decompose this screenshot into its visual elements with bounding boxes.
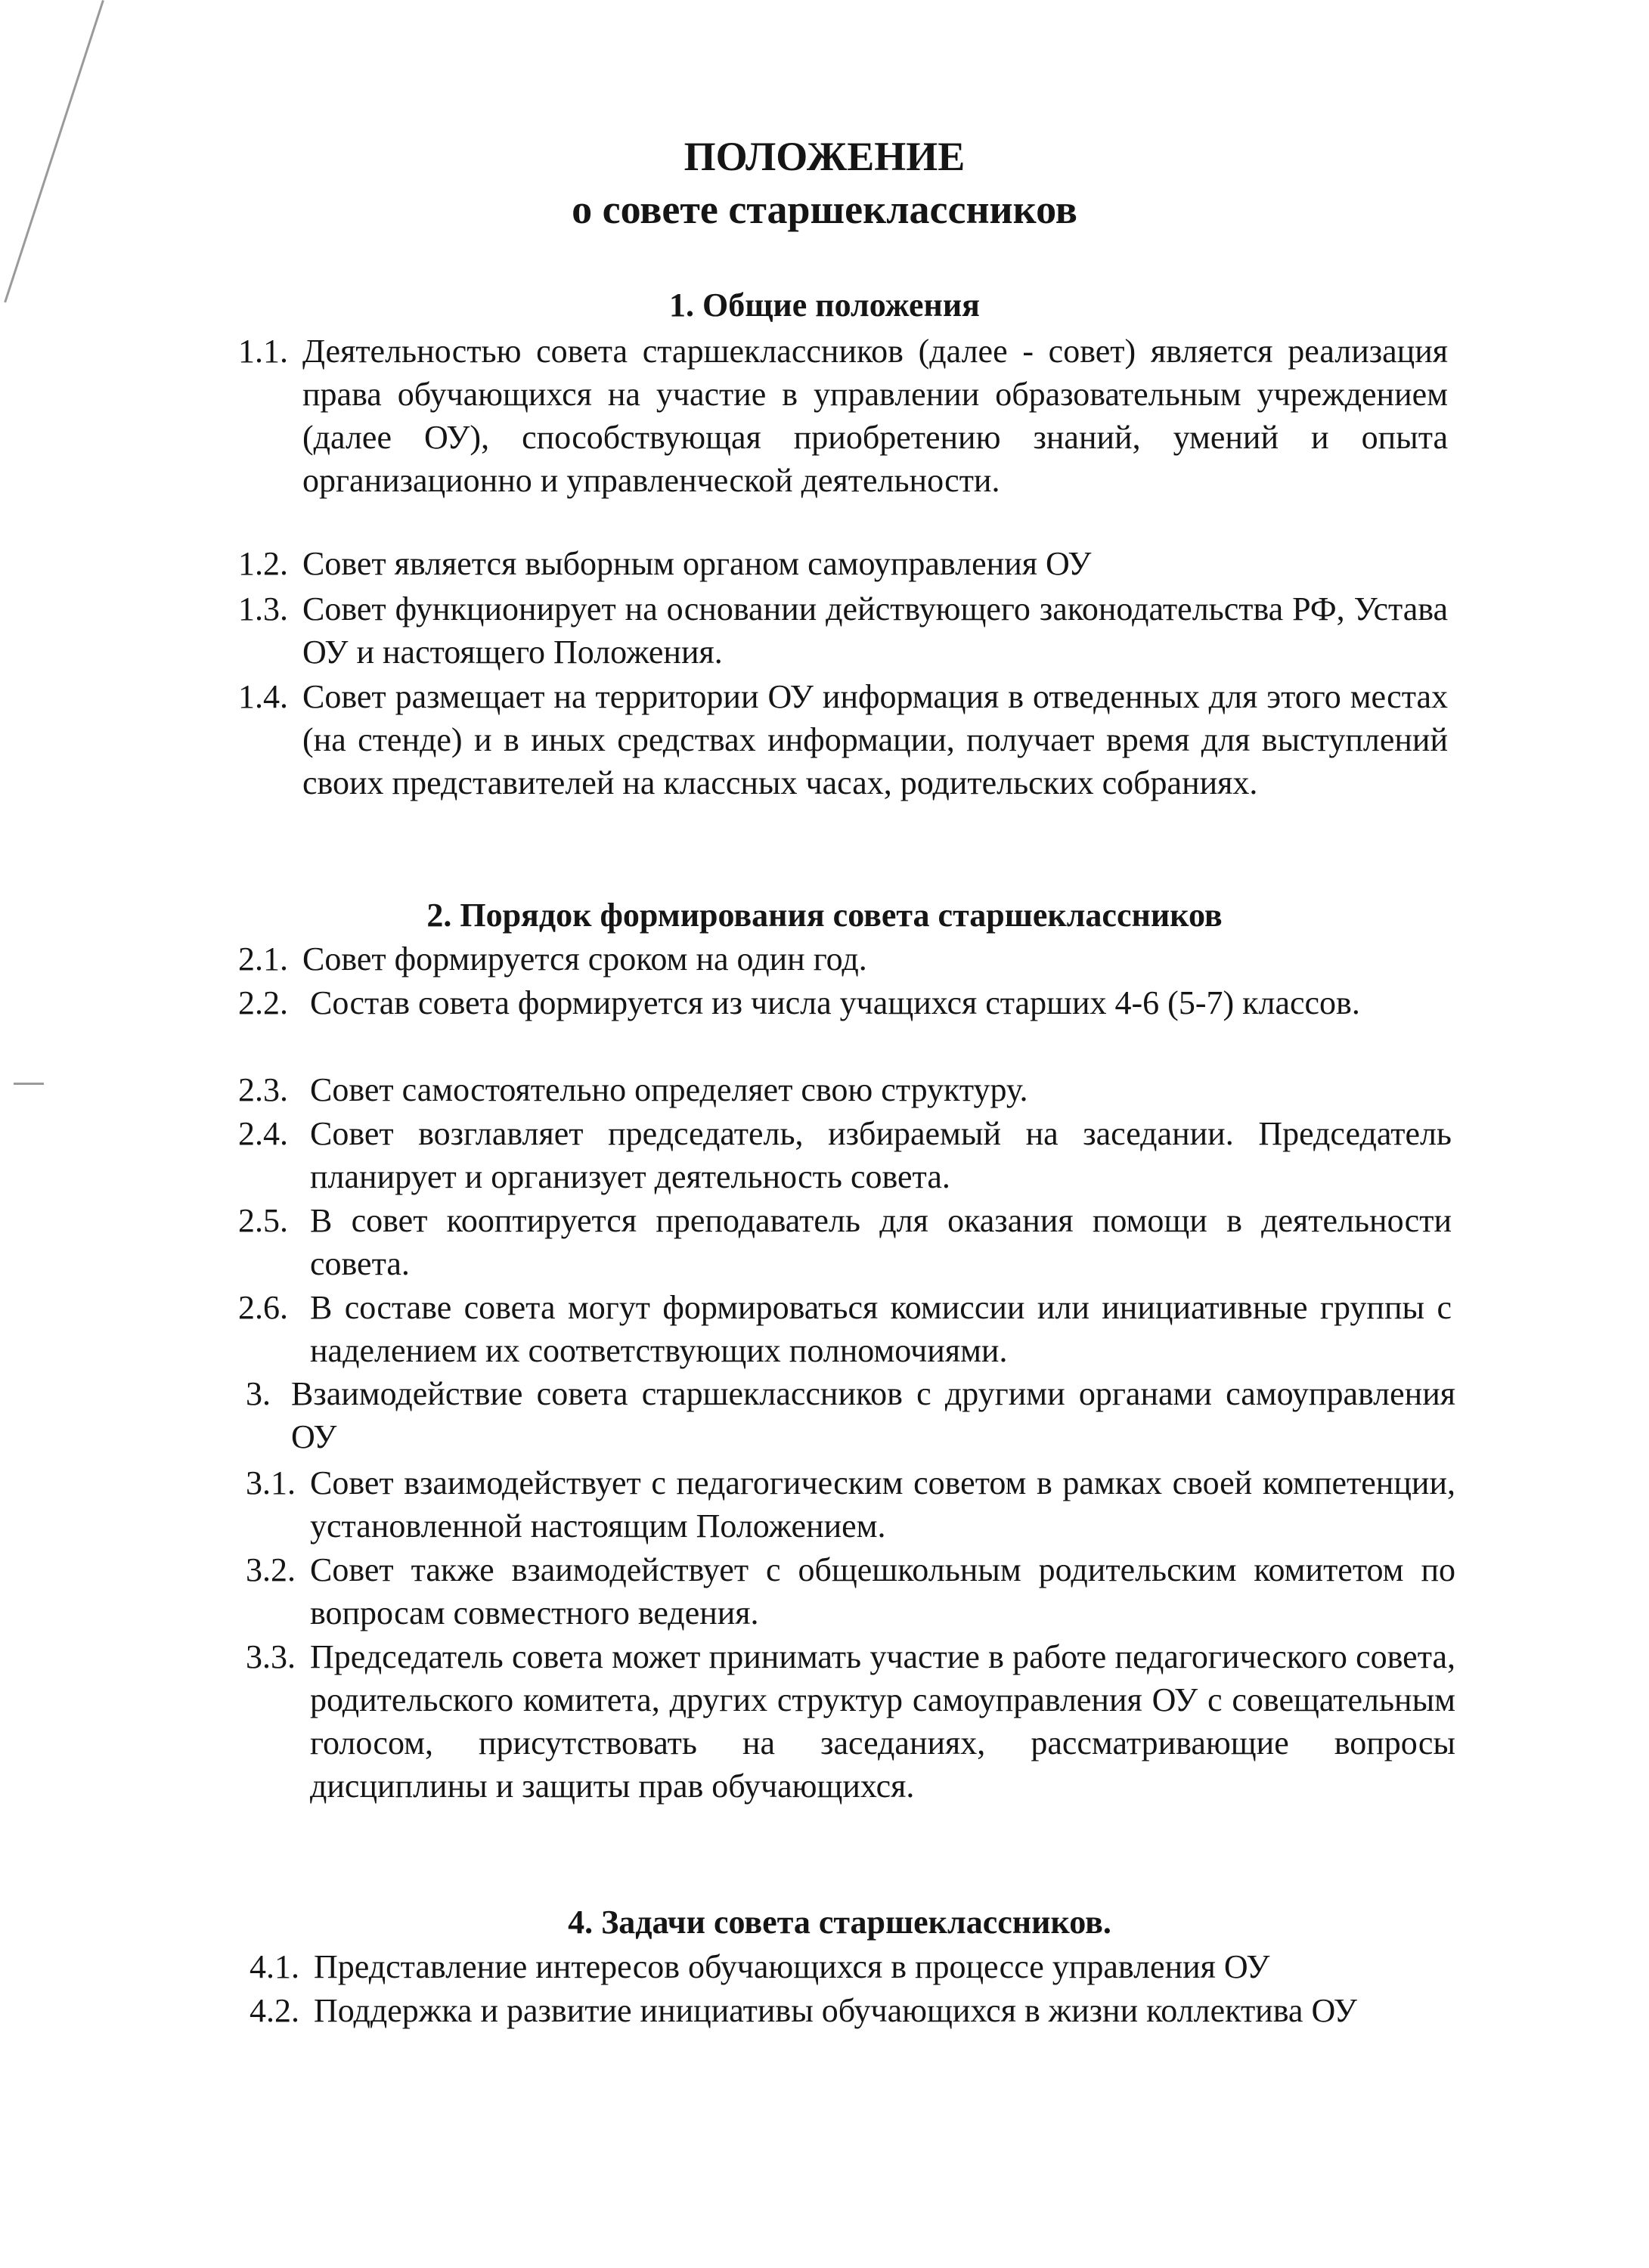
clause-text: Совет также взаимодействует с общешкольным родительским комитетом по вопросам совместного ведения. [310, 1551, 1455, 1631]
clause-number: 2.2. [238, 984, 288, 1021]
clause-number: 1.4. [238, 678, 288, 715]
clause-text: Совет размещает на территории ОУ информация в отведенных для этого местах (на стенде) и в иных средствах информации, получает время для выступлений своих представителей на классных часах, родительских собраниях. [302, 678, 1448, 801]
clause-text: Совет функционирует на основании действующего законодательства РФ, Устава ОУ и настоящего Положения. [302, 590, 1448, 671]
clause-number: 2.5. [238, 1202, 288, 1239]
clause-number: 1.2. [238, 545, 288, 582]
clause-text: Представление интересов обучающихся в процессе управления ОУ [314, 1948, 1270, 1985]
section-3-title: Взаимодействие совета старшеклассников с другими органами самоуправления ОУ [291, 1375, 1455, 1455]
clause-number: 4.1. [250, 1948, 299, 1985]
clause-number: 3.1. [246, 1464, 296, 1501]
section-2-heading: 2. Порядок формирования совета старшеклассников [426, 897, 1223, 934]
clause-text: Председатель совета может принимать участие в работе педагогического совета, родительского комитета, других структур самоуправления ОУ с совещательным голосом, присутствовать на заседаниях, рассматривающие вопросы дисциплины и защиты прав обучающихся. [310, 1638, 1455, 1805]
clause-number: 2.1. [238, 940, 288, 978]
clause-number: 3.2. [246, 1551, 296, 1588]
clause-text: В составе совета могут формироваться комиссии или инициативные группы с наделением их соответствующих полномочиями. [310, 1289, 1452, 1369]
clause-text: Совет формируется сроком на один год. [302, 940, 867, 978]
section-3-number: 3. [246, 1375, 271, 1412]
clause-number: 3.3. [246, 1638, 296, 1675]
scan-edge-mark [14, 1083, 44, 1085]
clause-text: Состав совета формируется из числа учащихся старших 4-6 (5-7) классов. [310, 984, 1360, 1021]
clause-text: Совет взаимодействует с педагогическим советом в рамках своей компетенции, установленной настоящим Положением. [310, 1464, 1455, 1545]
clause-number: 4.2. [250, 1992, 299, 2029]
clause-number: 2.6. [238, 1289, 288, 1326]
clause-text: В совет кооптируется преподаватель для оказания помощи в деятельности совета. [310, 1202, 1452, 1282]
document-title: ПОЛОЖЕНИЕ [683, 134, 966, 179]
section-1-heading: 1. Общие положения [669, 287, 980, 324]
clause-text: Поддержка и развитие инициативы обучающихся в жизни коллектива ОУ [314, 1992, 1357, 2029]
section-4-heading: 4. Задачи совета старшеклассников. [568, 1904, 1111, 1941]
clause-text: Совет является выборным органом самоуправления ОУ [302, 545, 1092, 582]
clause-text: Совет самостоятельно определяет свою структуру. [310, 1071, 1028, 1108]
clause-number: 1.1. [238, 333, 288, 370]
document-subtitle: о совете старшеклассников [572, 187, 1077, 232]
clause-number: 2.3. [238, 1071, 288, 1108]
clause-text: Совет возглавляет председатель, избираемый на заседании. Председатель планирует и организует деятельность совета. [310, 1115, 1452, 1195]
clause-text: Деятельностью совета старшеклассников (далее - совет) является реализация права обучающихся на участие в управлении образовательным учреждением (далее ОУ), способствующая приобретению знаний, умений и опыта организационно и управленческой деятельности. [302, 333, 1448, 499]
clause-number: 1.3. [238, 590, 288, 627]
clause-number: 2.4. [238, 1115, 288, 1152]
